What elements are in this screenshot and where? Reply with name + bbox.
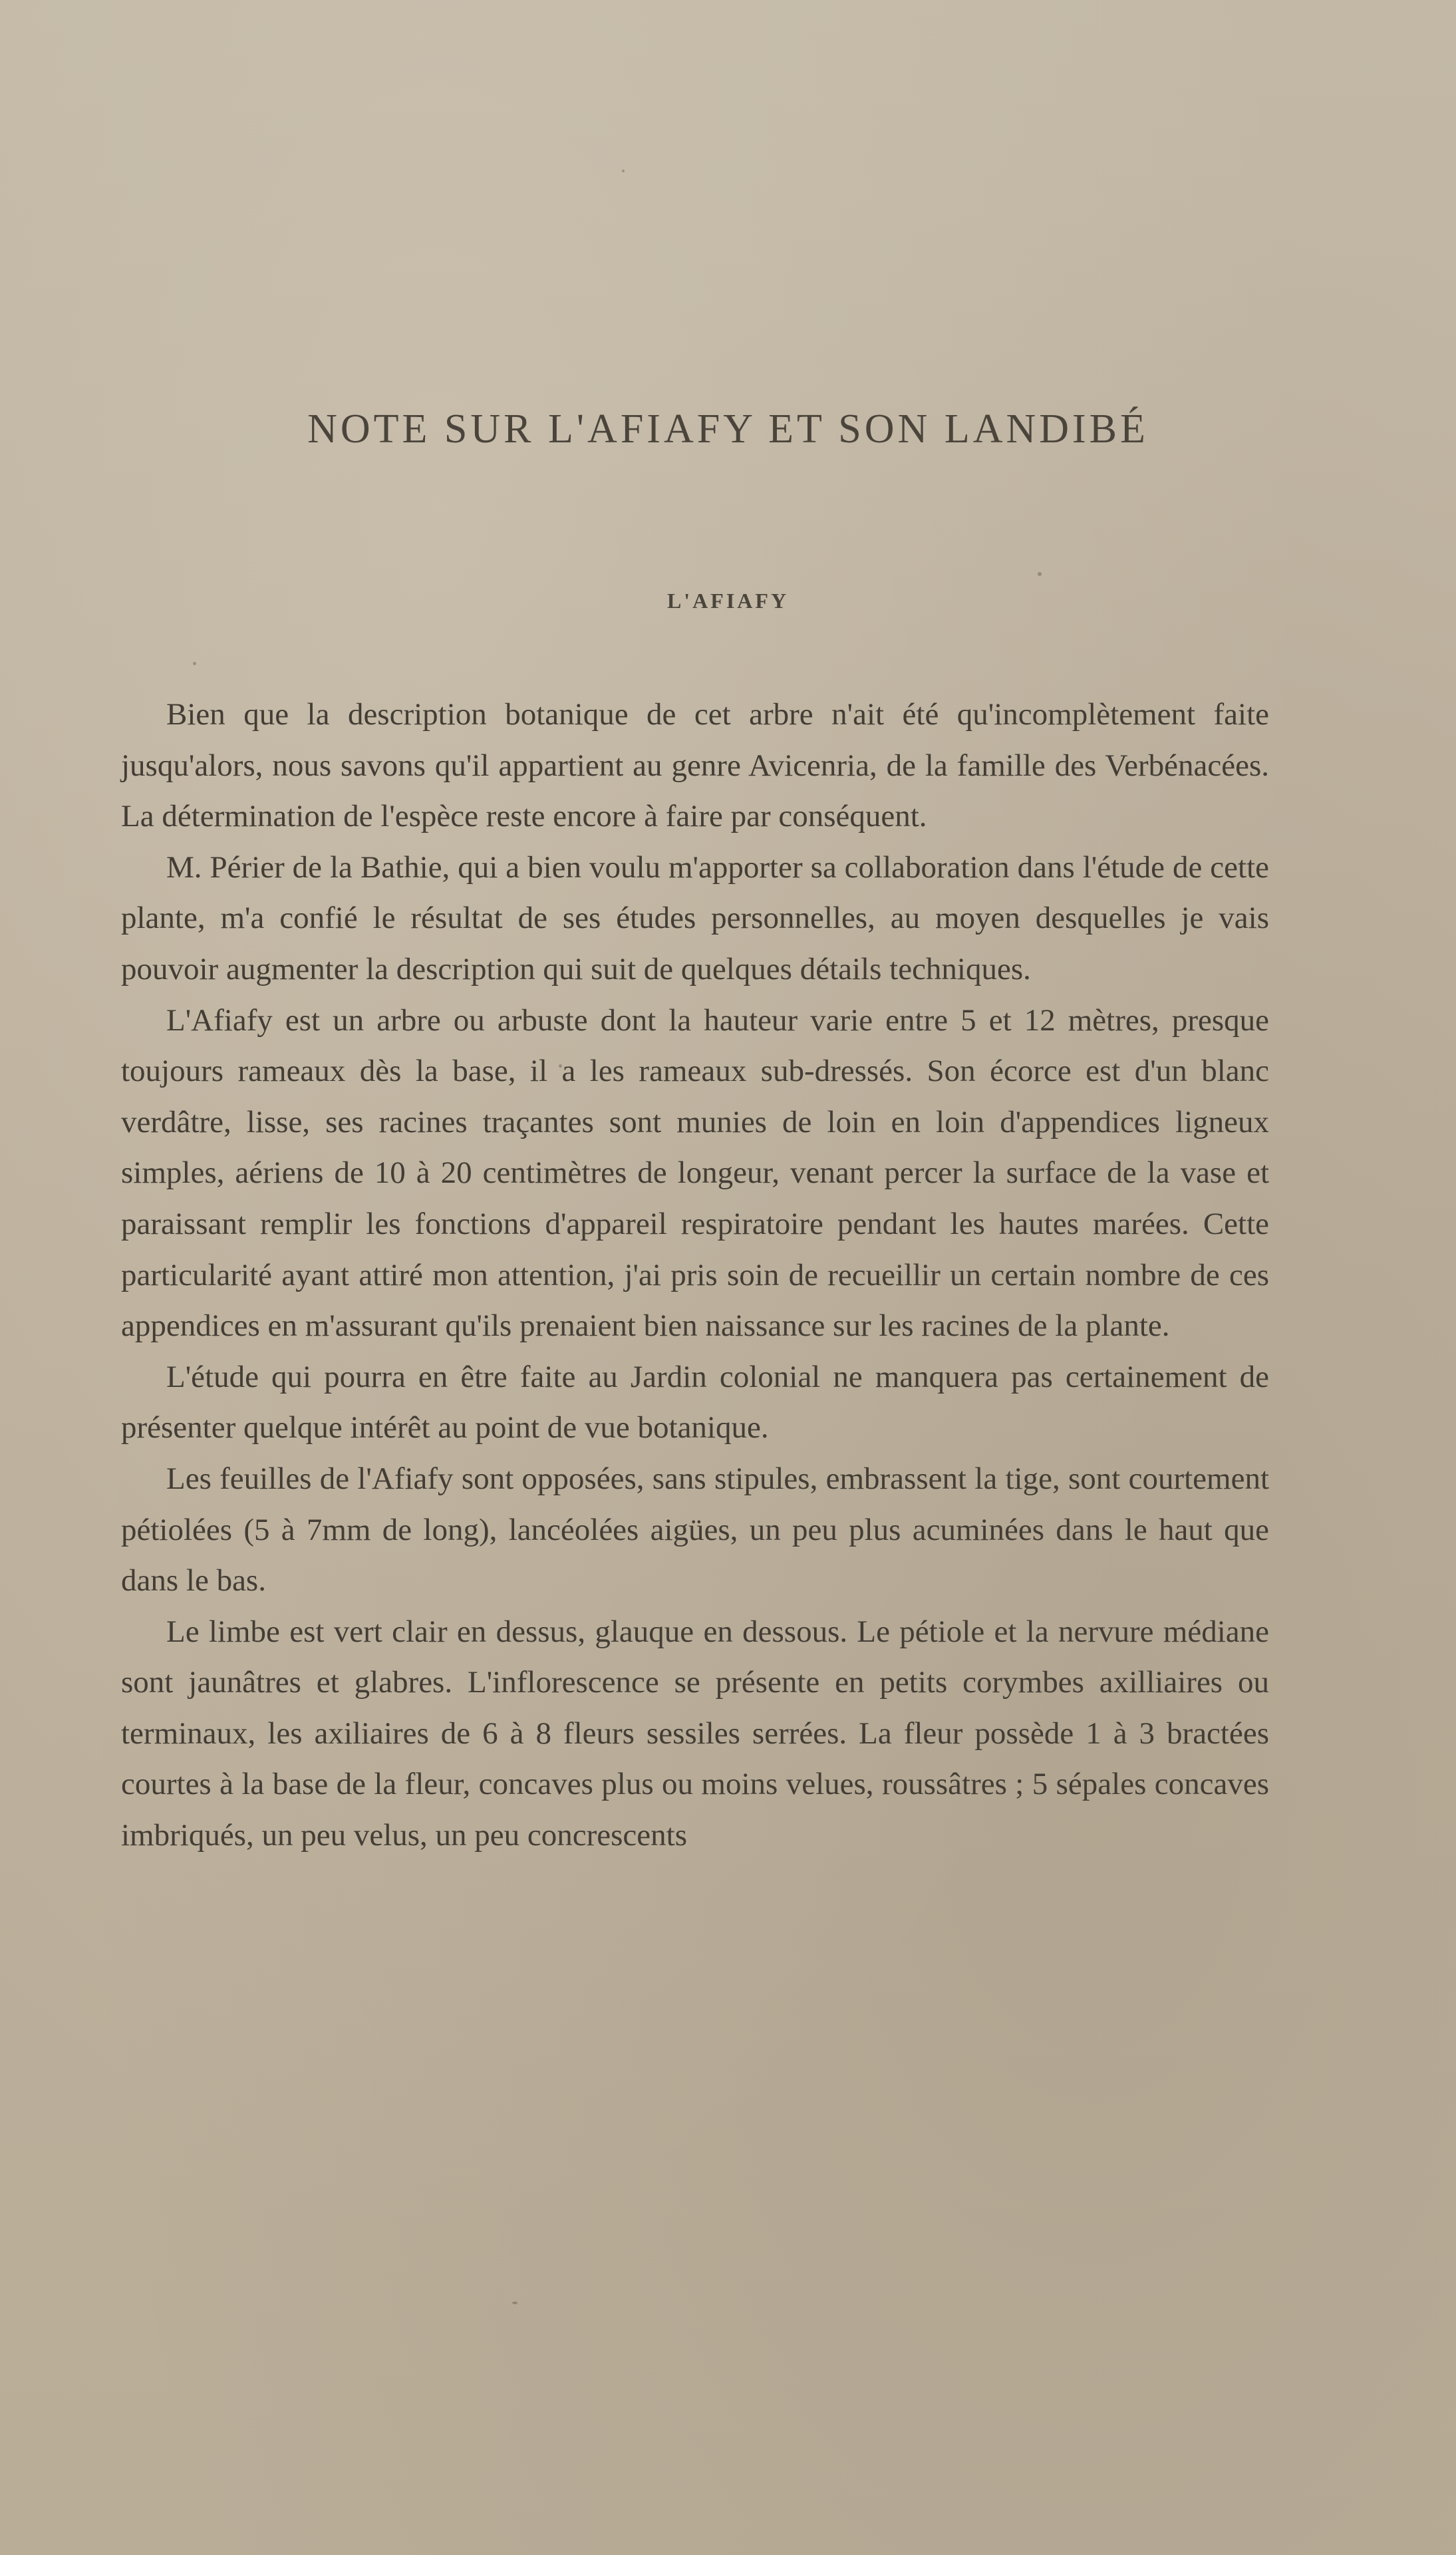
paragraph: Le limbe est vert clair en dessus, glauque en dessous. Le pétiole et la nervure médiane sont jaunâtres et glabres. L'inflorescence se présente en petits corymbes axilliaires ou terminaux, les axiliaires de 6 à 8 fleurs sessiles serrées. La fleur possède 1 à 3 bractées courtes à la base de la fleur, concaves plus ou moins velues, roussâtres ; 5 sépales concaves imbriqués, un peu velus, un peu concrescents <box>121 1614 1269 1853</box>
section-heading: L'AFIAFY <box>666 589 790 613</box>
paragraph: L'étude qui pourra en être faite au Jardin colonial ne manquera pas certainement de présenter quelque intérêt au point de vue botanique. <box>121 1359 1269 1445</box>
body-text <box>121 689 1269 1861</box>
paragraph: L'Afiafy est un arbre ou arbuste dont la hauteur varie entre 5 et 12 mètres, presque toujours rameaux dès la base, il a les rameaux sub-dressés. Son écorce est d'un blanc verdâtre, lisse, ses racines traçantes sont munies de loin en loin d'appendices ligneux simples, aériens de 10 à 20 centimètres de longeur, venant percer la surface de la vase et paraissant remplir les fonctions d'appareil respiratoire pendant les hautes marées. Cette particularité ayant attiré mon attention, j'ai pris soin de recueillir un certain nombre de ces appendices en m'assurant qu'ils prenaient bien naissance sur les racines de la plante. <box>121 1002 1269 1344</box>
paragraph: Bien que la description botanique de cet arbre n'ait été qu'incomplètement faite jusqu'alors, nous savons qu'il appartient au genre Avicenria, de la famille des Verbénacées. La détermination de l'espèce reste encore à faire par conséquent. <box>121 697 1269 834</box>
paper-speck <box>1038 572 1042 576</box>
document-title: NOTE SUR L'AFIAFY ET SON LANDIBÉ <box>307 406 1149 452</box>
paper-speck <box>559 1064 562 1068</box>
paragraph: M. Périer de la Bathie, qui a bien voulu m'apporter sa collaboration dans l'étude de cette plante, m'a confié le résultat de ses études personnelles, au moyen desquelles je vais pouvoir augmenter la description qui suit de quelques détails techniques. <box>121 849 1269 986</box>
paper-speck <box>512 2302 517 2304</box>
paper-speck <box>622 170 625 172</box>
paragraph: Les feuilles de l'Afiafy sont opposées, sans stipules, embrassent la tige, sont courtement pétiolées (5 à 7mm de long), lancéolées aigües, un peu plus acuminées dans le haut que dans le bas. <box>121 1461 1269 1598</box>
paper-speck <box>193 662 196 665</box>
